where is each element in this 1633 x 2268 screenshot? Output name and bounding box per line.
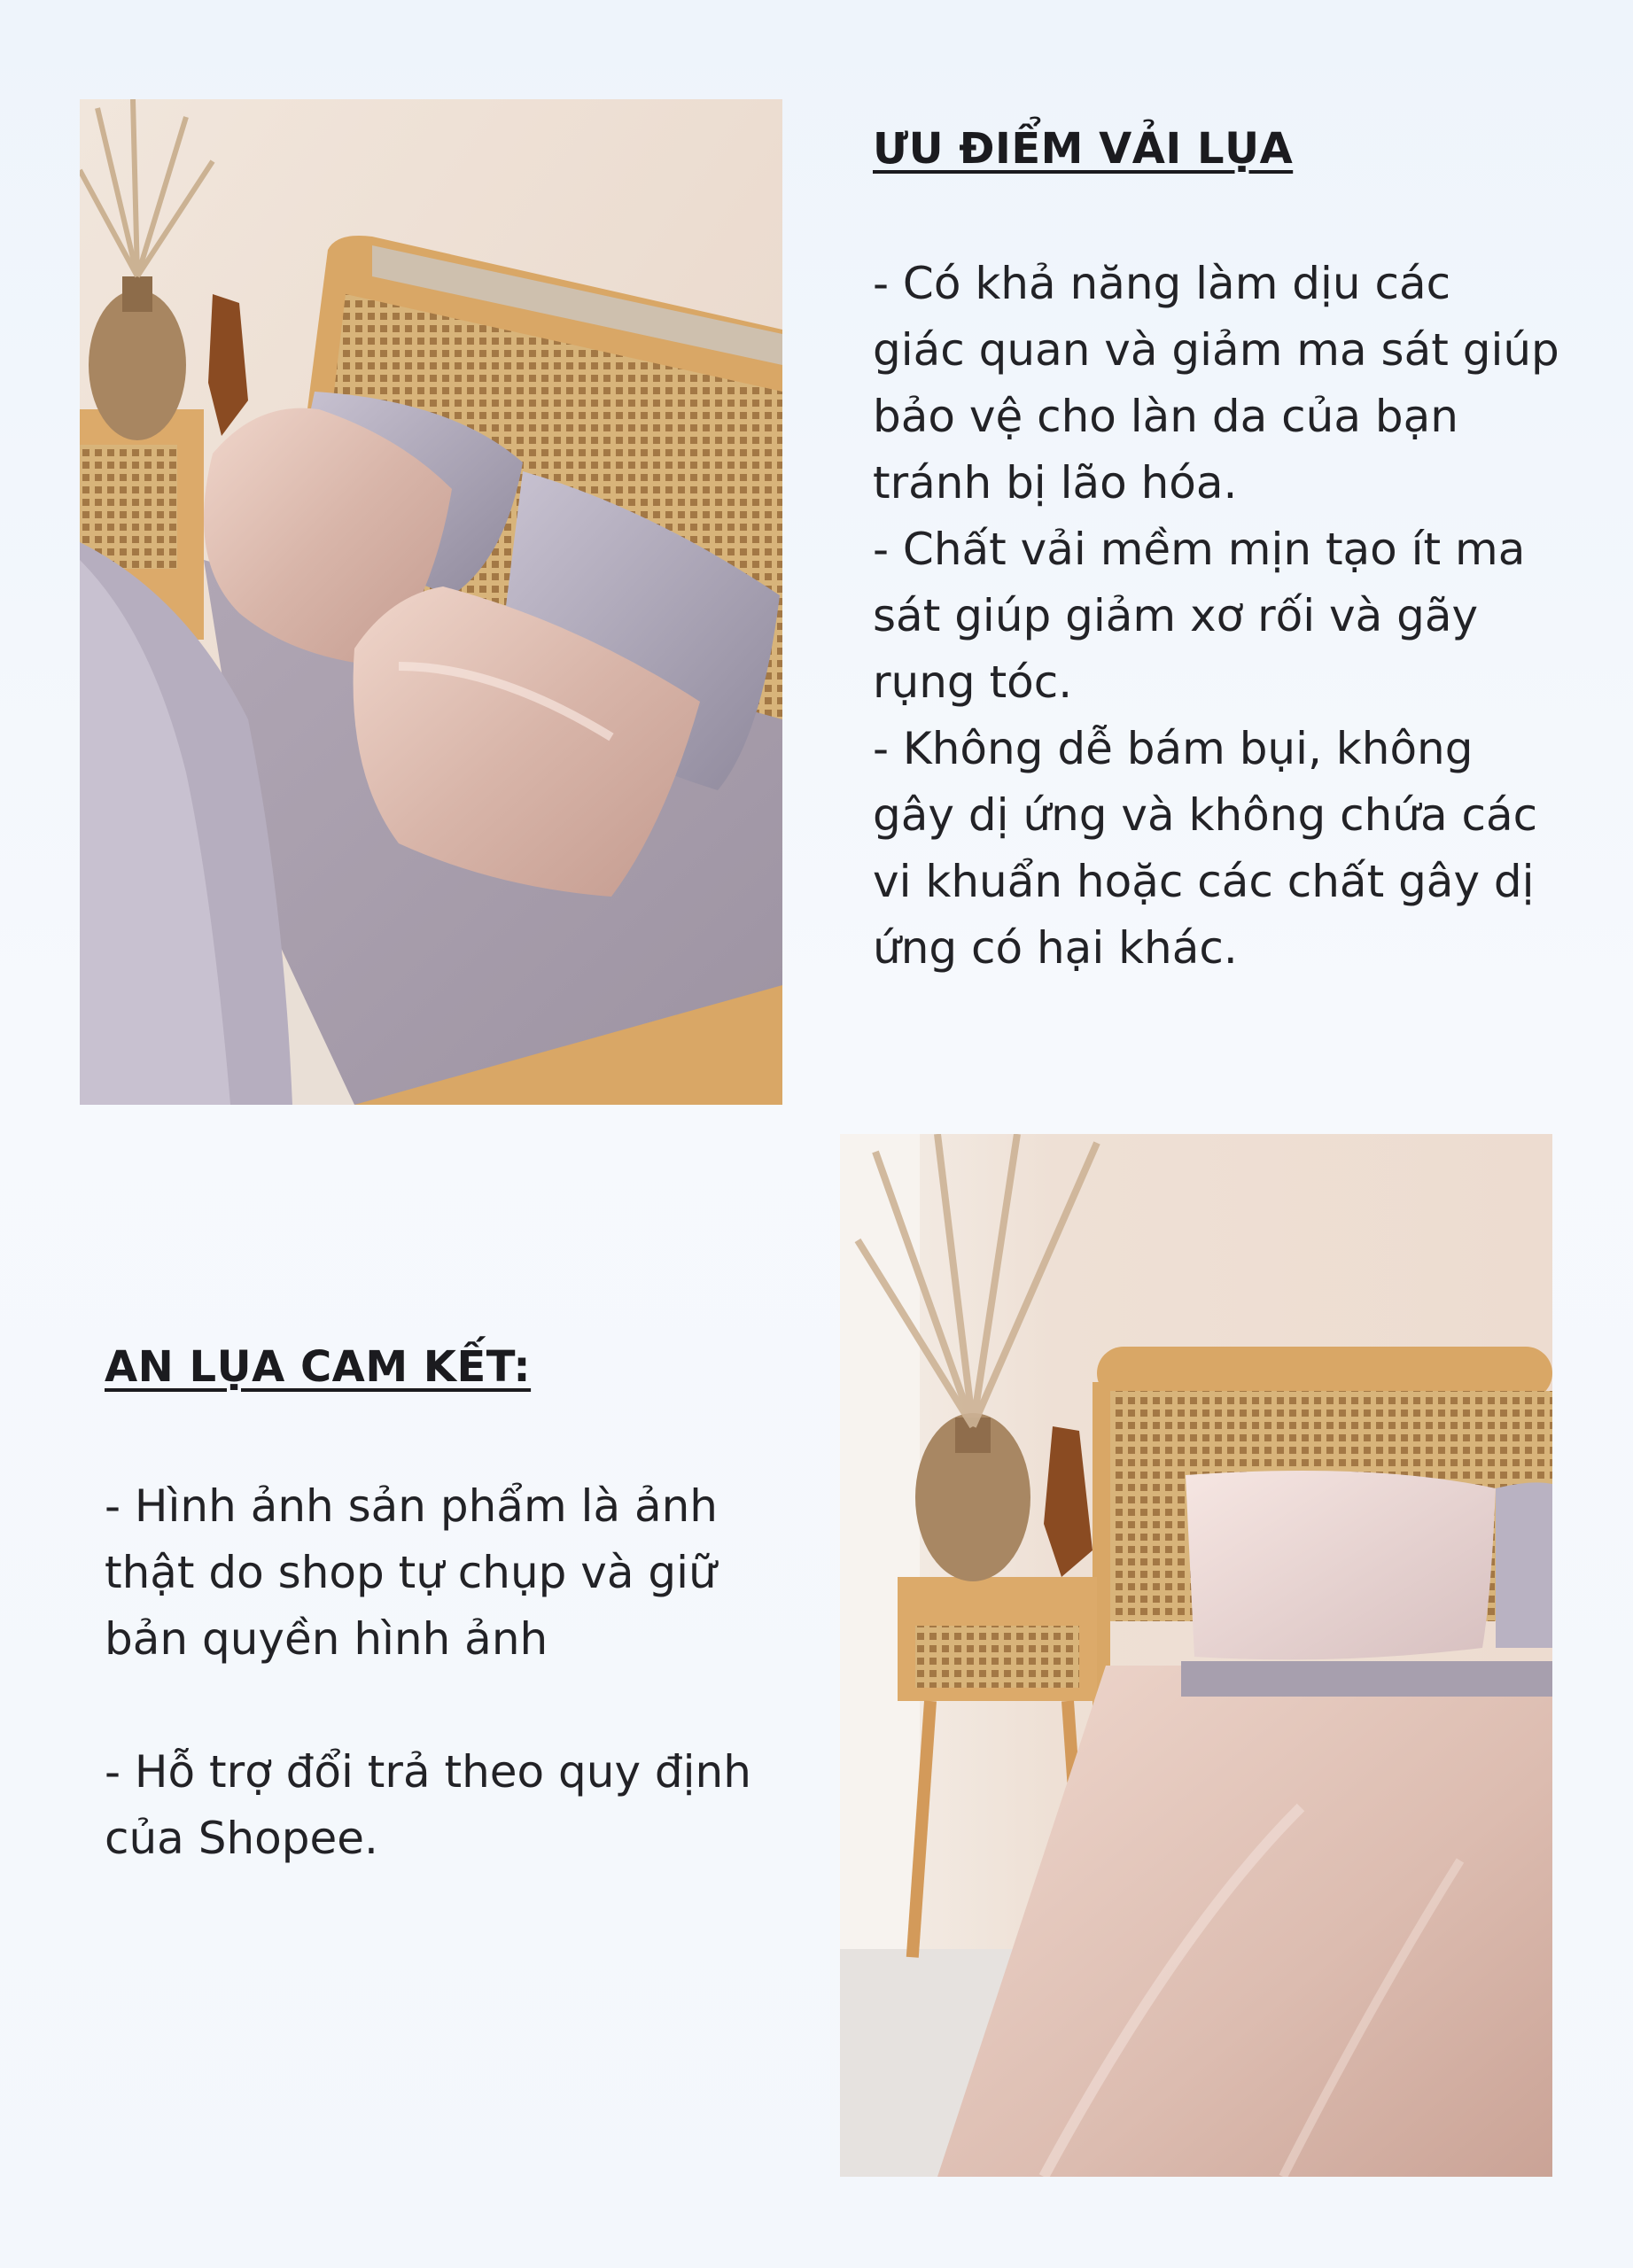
advantages-line: sát giúp giảm xơ rối và gãy [873,590,1479,641]
commitment-line: bản quyền hình ảnh [105,1613,548,1665]
commitment-text [105,1473,796,1872]
bedroom-photo-bottom [840,1134,1552,2177]
advantages-line: rụng tóc. [873,656,1073,708]
commitment-line: thật do shop tự chụp và giữ [105,1547,717,1598]
silk-bedding-image [80,99,782,1105]
silk-bed-nightstand-image [840,1134,1552,2177]
commitment-line: - Hỗ trợ đổi trả theo quy định [105,1746,751,1798]
advantages-line: vi khuẩn hoặc các chất gây dị [873,856,1535,907]
commitment-line: của Shopee. [105,1813,378,1864]
advantages-line: gây dị ứng và không chứa các [873,789,1538,841]
paragraph-gap [105,1673,796,1739]
advantages-line: - Chất vải mềm mịn tạo ít ma [873,524,1526,575]
advantages-line: tránh bị lão hóa. [873,457,1238,509]
advantages-line: bảo vệ cho làn da của bạn [873,391,1458,442]
advantages-text [873,251,1582,982]
advantages-line: - Không dễ bám bụi, không [873,723,1474,774]
bedroom-photo-top [80,99,782,1105]
advantages-line: - Có khả năng làm dịu các [873,258,1451,309]
commitment-heading: AN LỤA CAM KẾT: [105,1342,532,1392]
advantages-line: ứng có hại khác. [873,922,1238,974]
advantages-heading: ƯU ĐIỂM VẢI LỤA [873,124,1294,174]
advantages-line: giác quan và giảm ma sát giúp [873,324,1559,376]
commitment-line: - Hình ảnh sản phẩm là ảnh [105,1480,718,1532]
